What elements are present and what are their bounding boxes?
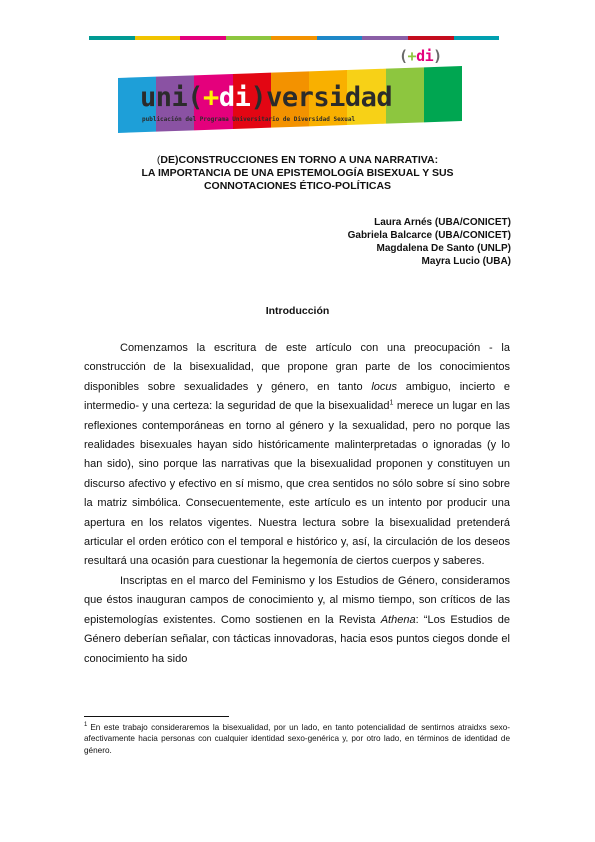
brand-di: di: [218, 82, 251, 113]
author-3: Magdalena De Santo (UNLP): [376, 243, 511, 254]
journal-banner-logo: [118, 78, 462, 133]
article-body: [84, 339, 510, 669]
brand-open-paren: (: [187, 82, 204, 113]
paragraph-2: [84, 572, 510, 669]
title-line-3: CONNOTACIONES ÉTICO-POLÍTICAS: [203, 180, 392, 192]
top-bar-segment-8: [408, 36, 454, 40]
paragraph-1-part-1: Comenzamos la escritura de este artículo con una preocupación - la construcción de la bisexualidad, que propone gran parte de los conocimientos disponibles sobre sexualidades y género, en tanto: [84, 342, 510, 393]
paragraph-1-part-2: ambiguo, incierto e intermedio- y una certeza: la seguridad de que la bisexualidad: [84, 380, 511, 413]
footnote-text: En este trabajo consideraremos la bisexualidad, por un lado, en tanto potencialidad de sentirnos atraidxs sexo-afectivamente hacia personas con cualquier identidad sexo-genérica y, por otro lado, en términos de identidad de género.: [84, 723, 510, 755]
title-line-1-text: DE)CONSTRUCCIONES EN TORNO A UNA NARRATIVA:: [160, 154, 439, 166]
brand-plus: +: [203, 82, 219, 113]
footnote-reference[interactable]: 1: [389, 399, 394, 407]
paragraph-1-part-3: merece un lugar en las reflexiones contemporáneas en torno al género y la sexualidad, pero no porque las realidades bisexuales hayan sido históricamente malinterpretadas o ignoradas (y lo han sido), sino porque las narrativas que la bisexualidad proponen y constituyen un discurso afectivo y efectivo en sí mismo, que crea sentidos no sólo sobre sí sino sobre la matriz simbólica. Consecuentemente, este artículo es un intento por producir una apertura en los relatos vigentes. Nuestra lectura sobre la bisexualidad pretenderá articular el orden erótico con el temporal e histórico y, así, la circulación de los deseos resultará una ocasión para cuestionar la hegemonía de ciertos cuerpos y saberes.: [84, 400, 510, 568]
top-bar-segment-4: [226, 36, 272, 40]
mini-logo-di: di: [416, 47, 434, 65]
title-line-2: LA IMPORTANCIA DE UNA EPISTEMOLOGÍA BISEXUAL Y SUS: [141, 167, 454, 179]
top-bar-segment-9: [454, 36, 500, 40]
paragraph-2-part-2: : “Los Estudios de Género deberían señalar, con tácticas innovadoras, hacia esos puntos ciegos donde el conocimiento ha sido: [84, 613, 510, 665]
color-top-bar: [89, 36, 499, 40]
mini-logo-plus: +: [407, 47, 417, 65]
banner-tagline: publicación del Programa Universitario de Diversidad Sexual: [142, 116, 356, 123]
section-heading: Introducción: [265, 305, 330, 317]
top-bar-segment-1: [89, 36, 135, 40]
footnote-divider: [84, 716, 229, 717]
top-bar-segment-5: [271, 36, 317, 40]
mini-logo-close-paren: ): [433, 47, 442, 65]
author-1: Laura Arnés (UBA/CONICET): [374, 217, 511, 228]
author-list: [348, 216, 511, 268]
brand-close-paren: ): [250, 82, 267, 113]
mini-logo: [399, 47, 442, 65]
top-bar-segment-6: [317, 36, 363, 40]
banner-brand-text: [140, 82, 392, 113]
brand-versidad: versidad: [266, 82, 393, 113]
top-bar-segment-3: [180, 36, 226, 40]
title-line-1: [60, 154, 535, 167]
banner-stripe-9: [424, 66, 462, 122]
italic-term-athena: Athena: [380, 613, 416, 626]
top-bar-segment-7: [362, 36, 408, 40]
author-2: Gabriela Balcarce (UBA/CONICET): [347, 230, 511, 241]
paragraph-1: [84, 339, 510, 572]
italic-term-locus: locus: [371, 380, 398, 393]
title-open-paren: (: [156, 154, 161, 166]
footnote: [84, 722, 510, 756]
article-title: [60, 154, 535, 193]
footnote-number: 1: [84, 722, 88, 729]
author-4: Mayra Lucio (UBA): [421, 256, 511, 267]
top-bar-segment-2: [135, 36, 181, 40]
mini-logo-open-paren: (: [399, 47, 408, 65]
brand-uni: uni: [140, 82, 188, 113]
paragraph-2-part-1: Inscriptas en el marco del Feminismo y los Estudios de Género, consideramos que éstos inauguran campos de conocimiento y, al mismo tiempo, son críticos de las epistemologías existentes. Como sostienen en la Revista: [84, 574, 510, 626]
